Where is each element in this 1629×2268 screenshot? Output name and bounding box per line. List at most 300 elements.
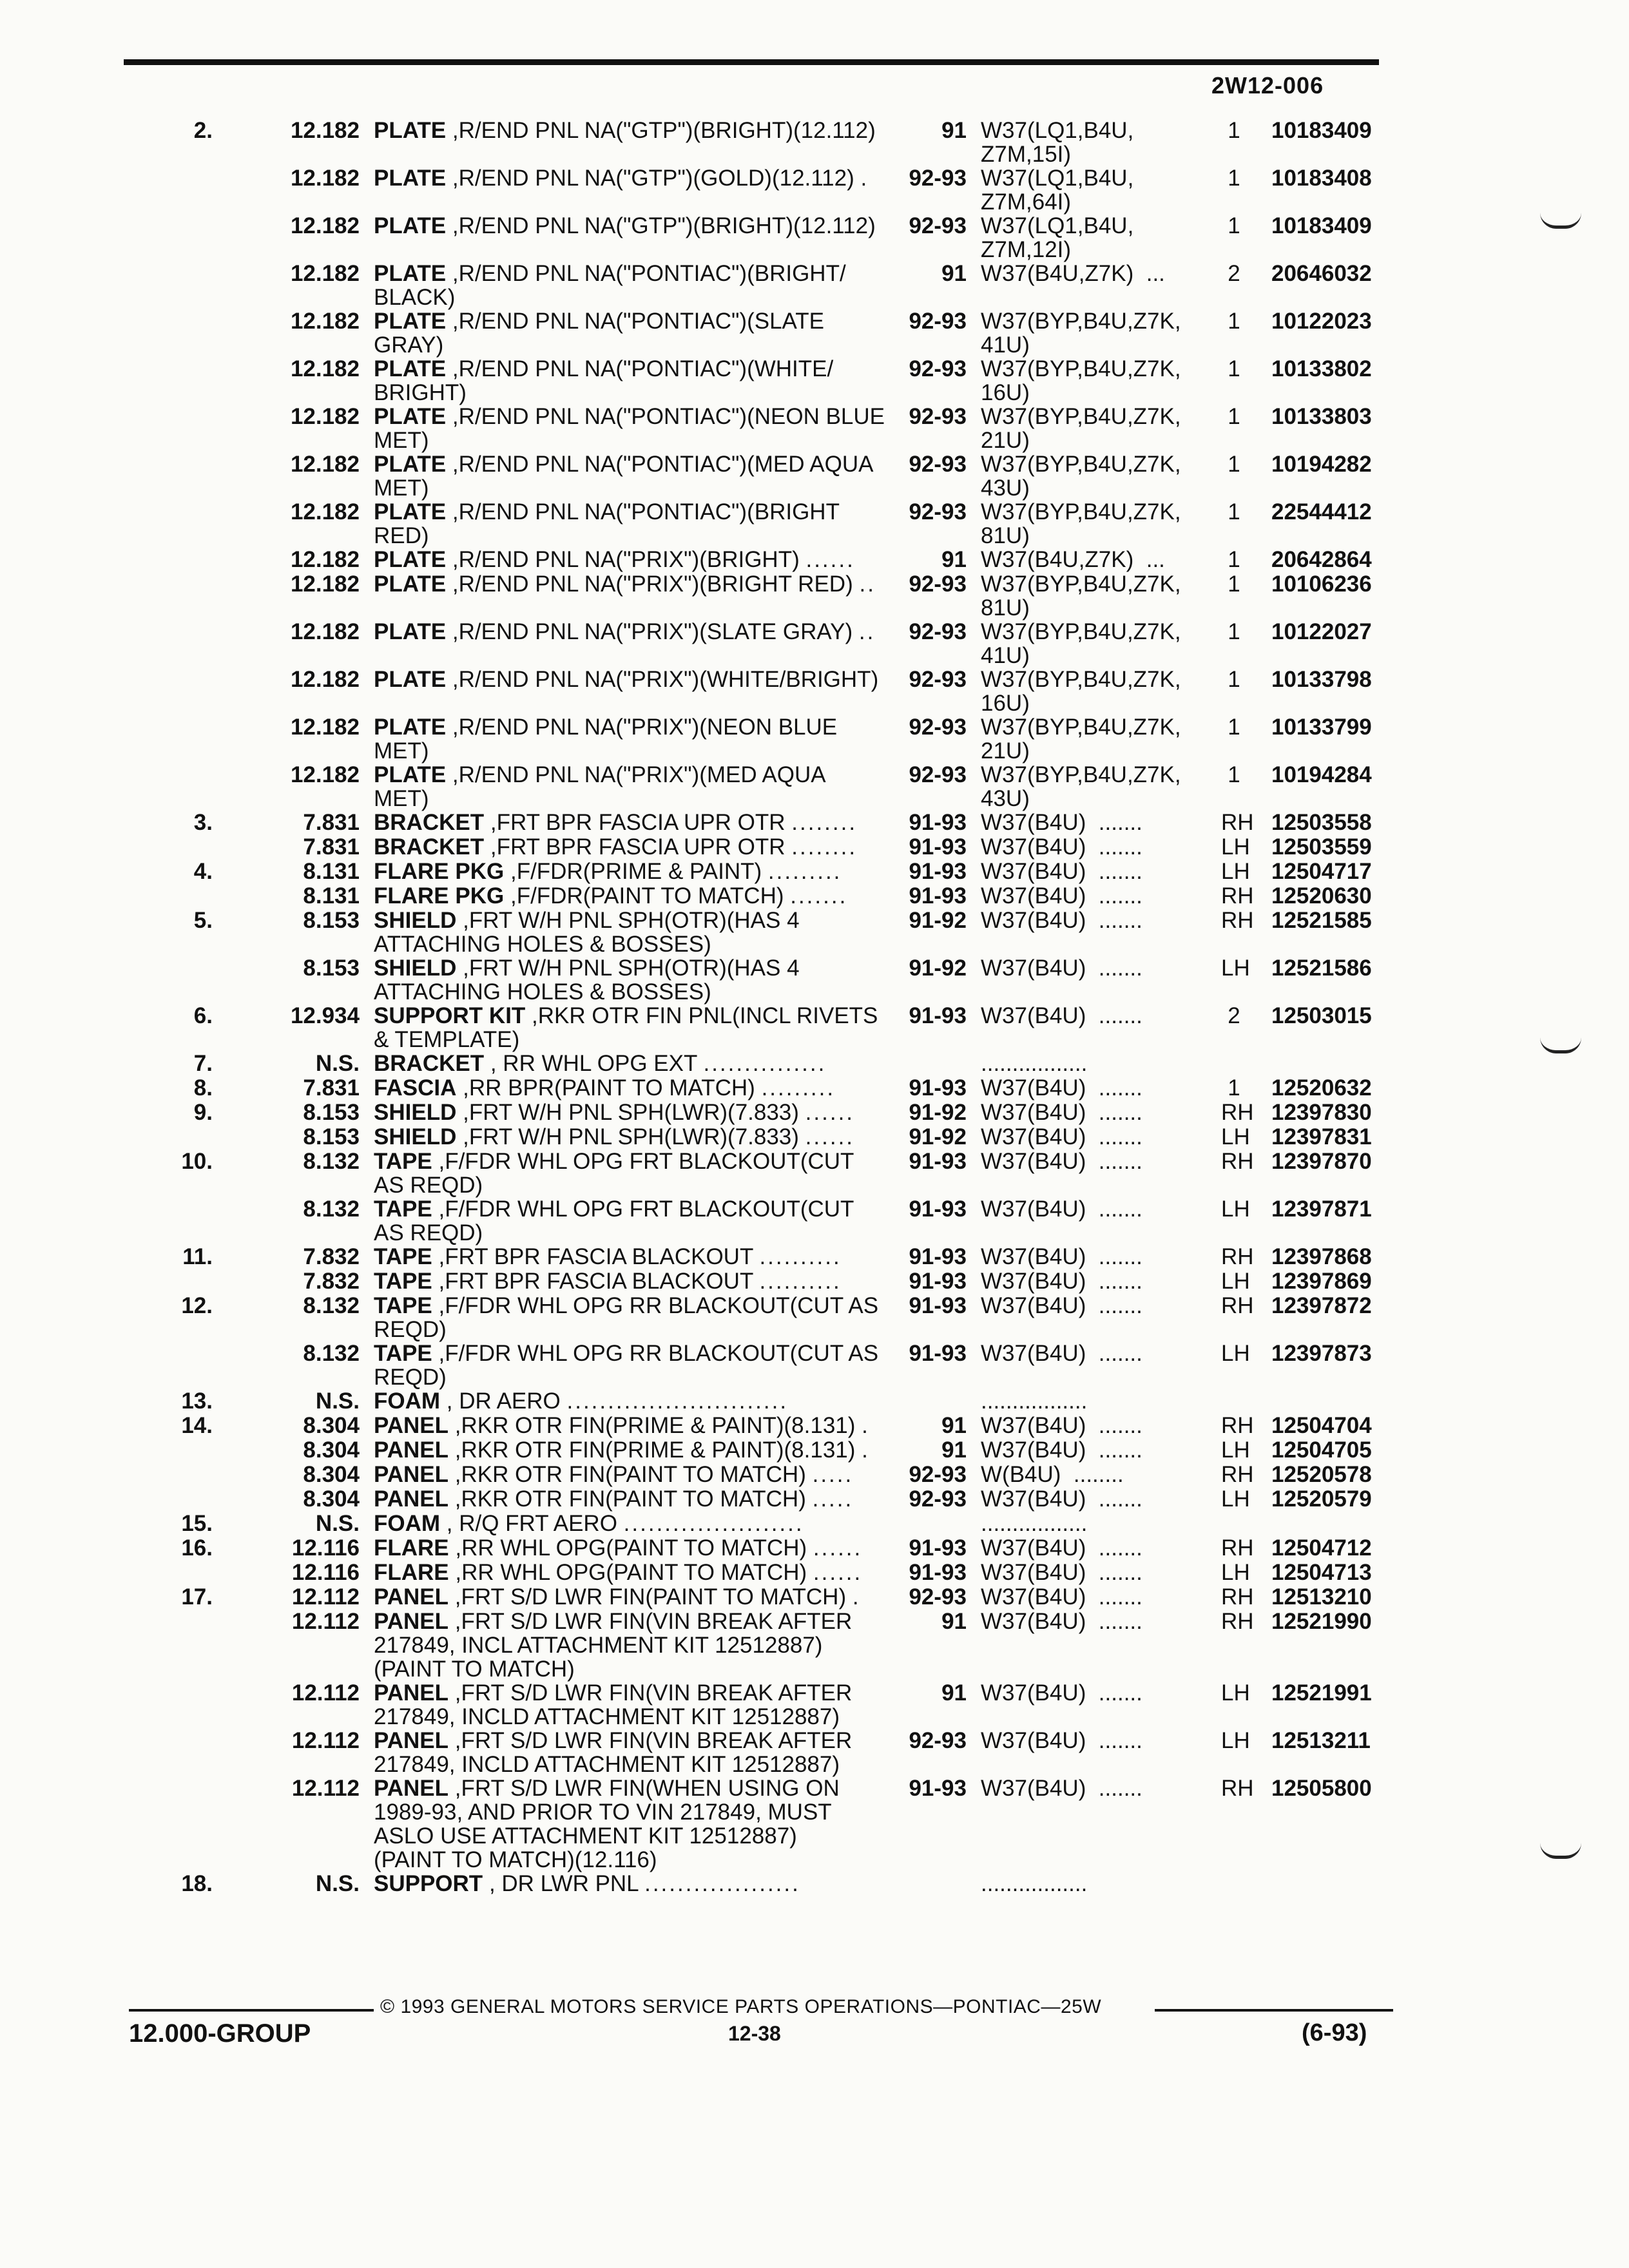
model-years: 91-93 — [909, 883, 967, 908]
ref-number: 14. — [181, 1413, 213, 1438]
model-years: 92-93 — [909, 762, 967, 787]
model-years: 91 — [941, 118, 967, 143]
part-description — [367, 1776, 896, 1872]
parts-row — [0, 572, 1629, 620]
quantity: 1 — [1228, 572, 1240, 597]
part-name: PLATE — [374, 715, 447, 740]
group-label: 12.000-GROUP — [129, 2019, 311, 2048]
part-description — [367, 1585, 896, 1609]
group-number: 12.182 — [290, 118, 360, 143]
quantity: 1 — [1228, 309, 1240, 334]
quantity: RH — [1221, 1413, 1254, 1438]
parts-row — [0, 715, 1629, 763]
model-years: 92-93 — [909, 452, 967, 477]
ref-number: 9. — [193, 1100, 213, 1125]
model-code: W37(BYP,B4U,Z7K, 81U) — [981, 572, 1181, 620]
parts-row — [0, 1681, 1629, 1729]
part-description — [367, 1414, 896, 1437]
model-code: ................. — [981, 1511, 1088, 1536]
part-description — [367, 1269, 896, 1293]
parts-row — [0, 119, 1629, 166]
part-detail: , R/Q FRT AERO — [446, 1511, 617, 1536]
part-detail: ,FRT W/H PNL SPH(OTR)(HAS 4 ATTACHING HOLES & BOSSES) — [374, 956, 800, 1004]
part-name: SHIELD — [374, 956, 457, 981]
part-detail: ,R/END PNL NA("PONTIAC")(BRIGHT RED) — [374, 499, 840, 548]
group-number: 8.131 — [303, 859, 360, 884]
part-detail: ,F/FDR WHL OPG RR BLACKOUT(CUT AS REQD) — [374, 1293, 879, 1342]
quantity: LH — [1221, 1437, 1250, 1463]
group-number: 8.153 — [303, 1100, 360, 1125]
part-detail: ,R/END PNL NA("PONTIAC")(BRIGHT/ BLACK) — [374, 261, 846, 310]
dot-leader: ........ — [791, 810, 858, 835]
part-name: PANEL — [374, 1413, 449, 1438]
part-name: PLATE — [374, 452, 447, 477]
part-number: 12503015 — [1271, 1003, 1372, 1028]
parts-row — [0, 1438, 1629, 1462]
part-number: 12504717 — [1271, 859, 1372, 884]
model-years: 92-93 — [909, 404, 967, 429]
part-number: 12397872 — [1271, 1293, 1372, 1318]
part-number: 12397868 — [1271, 1244, 1372, 1269]
part-detail: ,R/END PNL NA("GTP")(BRIGHT)(12.112) — [452, 118, 876, 143]
part-detail: ,R/END PNL NA("PRIX")(WHITE/BRIGHT) — [452, 667, 879, 692]
parts-row — [0, 1245, 1629, 1269]
dot-leader: ........................... — [566, 1389, 789, 1414]
model-code: W37(B4U) ....... — [981, 1293, 1142, 1318]
model-years: 91-93 — [909, 1196, 967, 1222]
part-number: 12521585 — [1271, 908, 1372, 933]
model-code: W37(B4U) ....... — [981, 1100, 1142, 1125]
part-detail: ,RR WHL OPG(PAINT TO MATCH) — [455, 1560, 807, 1585]
model-code: W37(B4U) ....... — [981, 1437, 1142, 1463]
part-description — [367, 1610, 896, 1681]
part-description — [367, 1052, 896, 1075]
dot-leader: ...... — [805, 1100, 855, 1125]
part-detail: ,FRT S/D LWR FIN(VIN BREAK AFTER 217849, INCLD ATTACHMENT KIT 12512887) — [374, 1680, 853, 1729]
quantity: LH — [1221, 956, 1250, 981]
part-detail: ,RKR OTR FIN(PAINT TO MATCH) — [454, 1462, 806, 1487]
dot-leader: . — [862, 1413, 870, 1438]
part-description — [367, 500, 896, 548]
part-description — [367, 119, 896, 142]
model-code: W37(BYP,B4U,Z7K, 21U) — [981, 404, 1181, 453]
group-number: 7.832 — [303, 1269, 360, 1294]
group-number: 12.182 — [290, 356, 360, 381]
page-code: 2W12-006 — [1211, 72, 1324, 99]
part-description — [367, 1125, 896, 1149]
quantity: RH — [1221, 1244, 1254, 1269]
ref-number: 4. — [193, 859, 213, 884]
model-code: W37(B4U) ....... — [981, 1269, 1142, 1294]
part-detail: ,R/END PNL NA("PRIX")(SLATE GRAY) — [452, 619, 853, 644]
group-number: 8.304 — [303, 1413, 360, 1438]
part-description — [367, 956, 896, 1004]
quantity: 1 — [1228, 166, 1240, 191]
group-number: 8.304 — [303, 1462, 360, 1487]
dot-leader: ....... — [790, 883, 848, 908]
part-detail: ,R/END PNL NA("PONTIAC")(MED AQUA MET) — [374, 452, 874, 501]
part-name: FLARE PKG — [374, 883, 505, 908]
model-code: W37(BYP,B4U,Z7K, 41U) — [981, 309, 1181, 358]
model-code: ................. — [981, 1389, 1088, 1414]
part-detail: ,R/END PNL NA("PRIX")(NEON BLUE MET) — [374, 715, 838, 764]
part-detail: ,F/FDR WHL OPG RR BLACKOUT(CUT AS REQD) — [374, 1341, 879, 1390]
part-description — [367, 1487, 896, 1511]
part-name: SHIELD — [374, 1124, 457, 1149]
part-number: 12397871 — [1271, 1196, 1372, 1222]
quantity: 1 — [1228, 1075, 1240, 1100]
top-rule — [124, 59, 1379, 65]
part-detail: ,FRT S/D LWR FIN(WHEN USING ON 1989-93, AND PRIOR TO VIN 217849, MUST ASLO USE ATTACHMENT KIT 12512887) (PAINT TO MATCH)(12.116) — [374, 1776, 840, 1872]
part-name: SUPPORT KIT — [374, 1003, 526, 1028]
model-code: W37(BYP,B4U,Z7K, 16U) — [981, 356, 1181, 405]
quantity: 1 — [1228, 499, 1240, 524]
model-code: W37(BYP,B4U,Z7K, 43U) — [981, 452, 1181, 501]
part-detail: , RR WHL OPG EXT — [490, 1051, 697, 1076]
model-code: W37(B4U) ....... — [981, 1124, 1142, 1149]
part-name: PLATE — [374, 118, 447, 143]
model-years: 91-93 — [909, 834, 967, 860]
quantity: 1 — [1228, 404, 1240, 429]
part-description — [367, 309, 896, 357]
part-number: 12521990 — [1271, 1609, 1372, 1634]
model-years: 91-93 — [909, 1341, 967, 1366]
model-code: W37(B4U) ....... — [981, 956, 1142, 981]
dot-leader: ...... — [813, 1560, 863, 1585]
part-detail: ,FRT S/D LWR FIN(PAINT TO MATCH) — [454, 1584, 847, 1610]
group-number: 8.132 — [303, 1196, 360, 1222]
quantity: RH — [1221, 908, 1254, 933]
part-description — [367, 860, 896, 883]
parts-row — [0, 860, 1629, 883]
ref-number: 6. — [193, 1003, 213, 1028]
part-name: PLATE — [374, 261, 447, 286]
part-name: FLARE PKG — [374, 859, 505, 884]
group-number: 12.116 — [291, 1560, 360, 1585]
part-number: 12397831 — [1271, 1124, 1372, 1149]
part-name: SHIELD — [374, 1100, 457, 1125]
model-code: W37(LQ1,B4U, Z7M,12I) — [981, 213, 1134, 262]
dot-leader: ...................... — [623, 1511, 804, 1536]
part-number: 12504704 — [1271, 1413, 1372, 1438]
group-number: 12.182 — [290, 762, 360, 787]
quantity: 1 — [1228, 213, 1240, 238]
model-years: 92-93 — [909, 1584, 967, 1610]
parts-row — [0, 1004, 1629, 1052]
quantity: LH — [1221, 1124, 1250, 1149]
model-years: 91-93 — [909, 1776, 967, 1801]
part-description — [367, 166, 896, 190]
parts-row — [0, 1536, 1629, 1560]
part-number: 12503558 — [1271, 810, 1372, 835]
part-name: PLATE — [374, 572, 447, 597]
parts-row — [0, 1561, 1629, 1584]
part-number: 10106236 — [1271, 572, 1372, 597]
group-number: 12.112 — [291, 1584, 360, 1610]
part-name: PLATE — [374, 499, 447, 524]
model-years: 92-93 — [909, 1462, 967, 1487]
part-detail: ,FRT W/H PNL SPH(OTR)(HAS 4 ATTACHING HOLES & BOSSES) — [374, 908, 800, 957]
quantity: LH — [1221, 1196, 1250, 1222]
quantity: LH — [1221, 1341, 1250, 1366]
dot-leader: .. — [858, 619, 876, 644]
model-code: W37(BYP,B4U,Z7K, 81U) — [981, 499, 1181, 548]
group-number: N.S. — [315, 1871, 360, 1896]
model-years: 92-93 — [909, 356, 967, 381]
parts-row — [0, 668, 1629, 715]
group-number: 12.182 — [290, 715, 360, 740]
model-years: 91-92 — [909, 1100, 967, 1125]
group-number: 12.182 — [290, 166, 360, 191]
part-number: 12521991 — [1271, 1680, 1372, 1706]
model-code: W37(B4U) ....... — [981, 1244, 1142, 1269]
parts-row — [0, 1729, 1629, 1776]
group-number: 12.182 — [290, 261, 360, 286]
quantity: 1 — [1228, 118, 1240, 143]
model-code: W37(B4U) ....... — [981, 1560, 1142, 1585]
quantity: RH — [1221, 810, 1254, 835]
ref-number: 5. — [193, 908, 213, 933]
part-description — [367, 668, 896, 691]
part-detail: ,R/END PNL NA("PONTIAC")(WHITE/ BRIGHT) — [374, 356, 834, 405]
model-code: W37(B4U) ....... — [981, 1728, 1142, 1753]
model-years: 91-92 — [909, 1124, 967, 1149]
part-detail: ,F/FDR(PRIME & PAINT) — [510, 859, 762, 884]
dot-leader: ..... — [812, 1486, 854, 1512]
part-name: PLATE — [374, 309, 447, 334]
part-name: TAPE — [374, 1244, 432, 1269]
part-number: 20642864 — [1271, 547, 1372, 572]
part-description — [367, 908, 896, 956]
part-description — [367, 715, 896, 763]
part-number: 10122027 — [1271, 619, 1372, 644]
group-number: 8.131 — [303, 883, 360, 908]
group-number: 8.304 — [303, 1486, 360, 1512]
parts-row — [0, 1269, 1629, 1293]
part-detail: ,FRT W/H PNL SPH(LWR)(7.833) — [463, 1124, 799, 1149]
dot-leader: ................... — [644, 1871, 800, 1896]
parts-row — [0, 1414, 1629, 1437]
dot-leader: . — [852, 1584, 861, 1610]
ref-number: 3. — [193, 810, 213, 835]
part-name: PANEL — [374, 1728, 449, 1753]
part-name: PANEL — [374, 1584, 449, 1610]
part-number: 10183409 — [1271, 213, 1372, 238]
parts-row — [0, 1585, 1629, 1609]
model-code: ................. — [981, 1871, 1088, 1896]
model-code: W37(B4U) ....... — [981, 1609, 1142, 1634]
model-code: W37(B4U) ....... — [981, 1413, 1142, 1438]
model-code: W37(BYP,B4U,Z7K, 41U) — [981, 619, 1181, 668]
ref-number: 16. — [181, 1535, 213, 1561]
parts-row — [0, 548, 1629, 572]
part-number: 12397830 — [1271, 1100, 1372, 1125]
quantity: LH — [1221, 1560, 1250, 1585]
model-code: W37(B4U) ....... — [981, 883, 1142, 908]
part-description — [367, 214, 896, 238]
dot-leader: . — [860, 166, 869, 191]
model-code: W37(BYP,B4U,Z7K, 43U) — [981, 762, 1181, 811]
part-number: 12521586 — [1271, 956, 1372, 981]
part-description — [367, 452, 896, 500]
parts-row — [0, 1487, 1629, 1511]
part-description — [367, 1389, 896, 1413]
model-years: 91 — [941, 1680, 967, 1706]
quantity: RH — [1221, 1776, 1254, 1801]
part-number: 12520632 — [1271, 1075, 1372, 1100]
ref-number: 2. — [193, 118, 213, 143]
model-years: 92-93 — [909, 619, 967, 644]
group-number: 7.832 — [303, 1244, 360, 1269]
model-years: 92-93 — [909, 715, 967, 740]
group-number: 12.182 — [290, 547, 360, 572]
parts-row — [0, 1341, 1629, 1389]
part-description — [367, 1561, 896, 1584]
dot-leader: ........ — [791, 834, 858, 860]
parts-row — [0, 214, 1629, 262]
group-number: 8.304 — [303, 1437, 360, 1463]
model-code: W37(B4U) ....... — [981, 834, 1142, 860]
part-number: 10133799 — [1271, 715, 1372, 740]
part-detail: ,RKR OTR FIN(PAINT TO MATCH) — [454, 1486, 806, 1512]
part-detail: ,R/END PNL NA("PRIX")(BRIGHT) — [452, 547, 800, 572]
part-description — [367, 884, 896, 908]
part-detail: ,R/END PNL NA("PONTIAC")(NEON BLUE MET) — [374, 404, 885, 453]
part-name: FOAM — [374, 1511, 441, 1536]
part-detail: ,F/FDR(PAINT TO MATCH) — [510, 883, 784, 908]
quantity: LH — [1221, 859, 1250, 884]
quantity: RH — [1221, 1584, 1254, 1610]
model-code: W37(B4U) ....... — [981, 1196, 1142, 1222]
part-detail: ,FRT W/H PNL SPH(LWR)(7.833) — [463, 1100, 799, 1125]
ref-number: 11. — [182, 1244, 213, 1269]
parts-row — [0, 1125, 1629, 1149]
part-number: 10194282 — [1271, 452, 1372, 477]
parts-row — [0, 1197, 1629, 1245]
quantity: 2 — [1228, 1003, 1240, 1028]
part-number: 10122023 — [1271, 309, 1372, 334]
part-detail: ,R/END PNL NA("PONTIAC")(SLATE GRAY) — [374, 309, 825, 358]
part-detail: ,RR BPR(PAINT TO MATCH) — [463, 1075, 755, 1100]
part-name: PANEL — [374, 1437, 449, 1463]
ref-number: 12. — [181, 1293, 213, 1318]
dot-leader: . — [862, 1437, 870, 1463]
group-number: 12.182 — [290, 499, 360, 524]
part-name: PLATE — [374, 213, 447, 238]
part-description — [367, 1294, 896, 1341]
part-name: PLATE — [374, 166, 447, 191]
group-number: 12.112 — [291, 1680, 360, 1706]
quantity: 1 — [1228, 762, 1240, 787]
part-detail: , DR AERO — [446, 1389, 561, 1414]
quantity: 1 — [1228, 452, 1240, 477]
parts-row — [0, 1463, 1629, 1486]
model-years: 91-92 — [909, 908, 967, 933]
parts-list — [0, 119, 1629, 1896]
part-name: FLARE — [374, 1535, 449, 1561]
quantity: 2 — [1228, 261, 1240, 286]
ref-number: 13. — [181, 1389, 213, 1414]
part-name: PANEL — [374, 1609, 449, 1634]
part-name: TAPE — [374, 1269, 432, 1294]
model-code: W37(B4U,Z7K) ... — [981, 261, 1165, 286]
quantity: RH — [1221, 1100, 1254, 1125]
ref-number: 15. — [181, 1511, 213, 1536]
part-description — [367, 1004, 896, 1052]
part-description — [367, 763, 896, 811]
model-code: W37(B4U) ....... — [981, 1680, 1142, 1706]
parts-row — [0, 405, 1629, 452]
part-description — [367, 1245, 896, 1269]
footer-rule-left — [129, 2009, 374, 2012]
part-detail: ,FRT BPR FASCIA UPR OTR — [490, 834, 786, 860]
part-number: 12513210 — [1271, 1584, 1372, 1610]
group-number: 12.182 — [290, 404, 360, 429]
model-years: 92-93 — [909, 572, 967, 597]
quantity: RH — [1221, 1462, 1254, 1487]
part-number: 10183408 — [1271, 166, 1372, 191]
part-number: 10133798 — [1271, 667, 1372, 692]
part-number: 12397869 — [1271, 1269, 1372, 1294]
parts-row — [0, 1076, 1629, 1100]
model-years: 91 — [941, 547, 967, 572]
group-number: 7.831 — [303, 810, 360, 835]
model-code: W(B4U) ........ — [981, 1462, 1124, 1487]
parts-row — [0, 1100, 1629, 1124]
parts-row — [0, 1149, 1629, 1197]
model-years: 91-92 — [909, 956, 967, 981]
model-code: W37(LQ1,B4U, Z7M,64I) — [981, 166, 1134, 215]
parts-row — [0, 620, 1629, 668]
part-name: SHIELD — [374, 908, 457, 933]
model-years: 91-93 — [909, 1244, 967, 1269]
model-code: W37(B4U) ....... — [981, 1149, 1142, 1174]
model-code: W37(B4U) ....... — [981, 1075, 1142, 1100]
part-number: 12503559 — [1271, 834, 1372, 860]
quantity: LH — [1221, 1269, 1250, 1294]
model-code: W37(B4U) ....... — [981, 859, 1142, 884]
group-number: 12.182 — [290, 619, 360, 644]
model-years: 91 — [941, 261, 967, 286]
part-description — [367, 1197, 896, 1245]
group-number: 12.182 — [290, 213, 360, 238]
part-description — [367, 548, 896, 572]
model-years: 91-93 — [909, 1075, 967, 1100]
quantity: RH — [1221, 1609, 1254, 1634]
group-number: 12.182 — [290, 309, 360, 334]
part-name: TAPE — [374, 1341, 432, 1366]
copyright-line: © 1993 GENERAL MOTORS SERVICE PARTS OPERATIONS—PONTIAC—25W — [380, 1996, 1102, 2017]
part-number: 12504713 — [1271, 1560, 1372, 1585]
group-number: 8.153 — [303, 1124, 360, 1149]
part-description — [367, 1149, 896, 1197]
dot-leader: ..... — [812, 1462, 854, 1487]
model-years: 92-93 — [909, 667, 967, 692]
parts-row — [0, 884, 1629, 908]
page-number: 12-38 — [728, 2022, 781, 2045]
ref-number: 8. — [193, 1075, 213, 1100]
part-name: TAPE — [374, 1293, 432, 1318]
group-number: 12.112 — [291, 1609, 360, 1634]
part-detail: , DR LWR PNL — [488, 1871, 639, 1896]
group-number: 8.132 — [303, 1149, 360, 1174]
quantity: 1 — [1228, 619, 1240, 644]
parts-row — [0, 1610, 1629, 1681]
part-detail: ,FRT S/D LWR FIN(VIN BREAK AFTER 217849, INCL ATTACHMENT KIT 12512887) (PAINT TO MATCH) — [374, 1609, 853, 1682]
part-name: FOAM — [374, 1389, 441, 1414]
parts-row — [0, 763, 1629, 811]
part-detail: ,FRT S/D LWR FIN(VIN BREAK AFTER 217849, INCLD ATTACHMENT KIT 12512887) — [374, 1728, 853, 1777]
